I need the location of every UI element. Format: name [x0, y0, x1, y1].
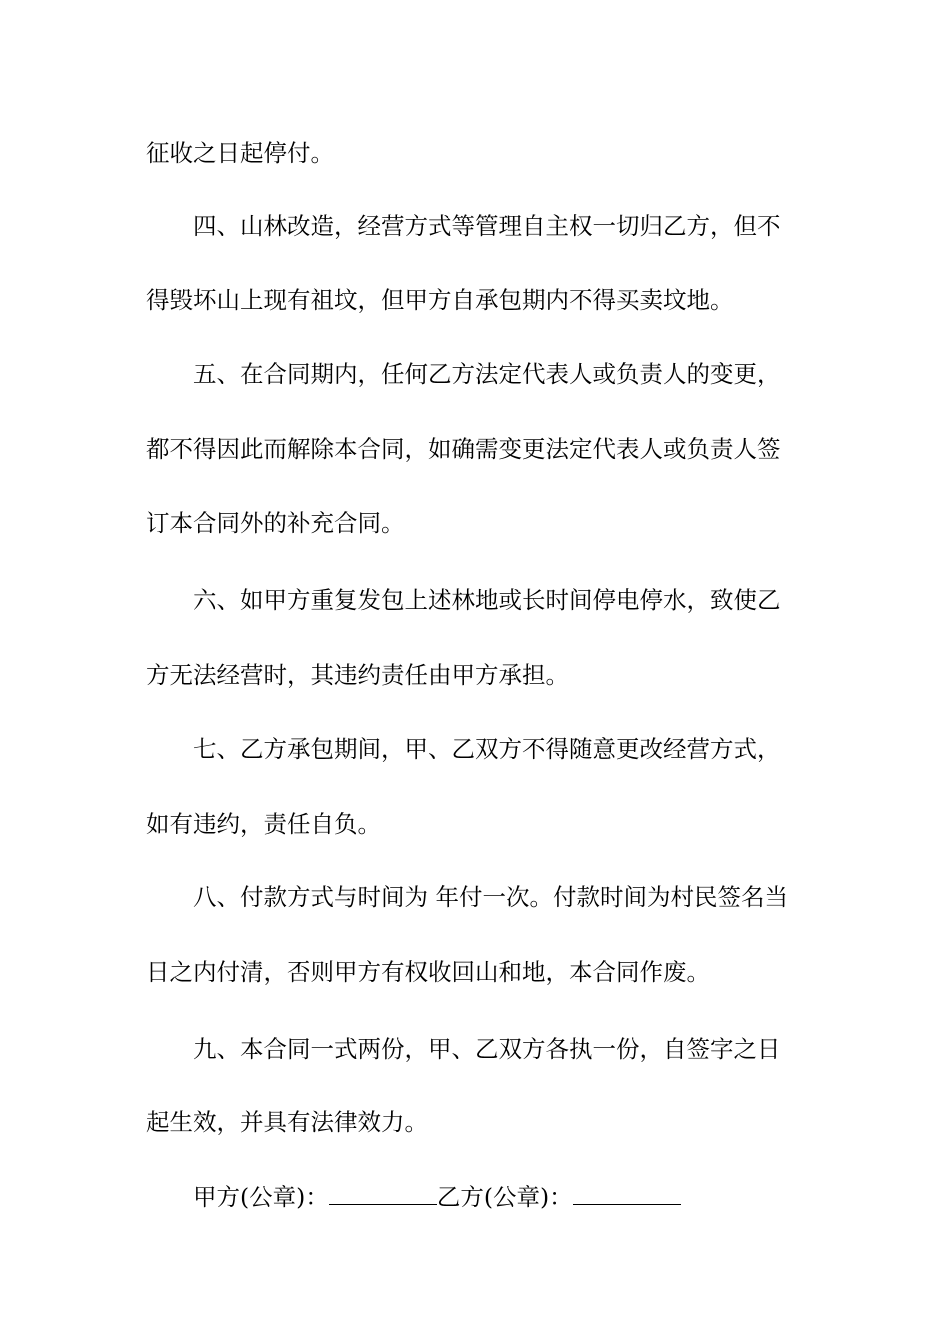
clause-9-line-1: 九、本合同一式两份，甲、乙双方各执一份，自签字之日	[193, 1035, 781, 1063]
clause-7-line-2: 如有违约，责任自负。	[146, 810, 381, 838]
party-a-signature-blank[interactable]	[329, 1182, 437, 1205]
clause-6-line-2: 方无法经营时，其违约责任由甲方承担。	[146, 661, 569, 689]
clause-5-line-2: 都不得因此而解除本合同，如确需变更法定代表人或负责人签	[146, 435, 781, 463]
party-b-signature-blank[interactable]	[573, 1182, 681, 1205]
clause-6-line-1: 六、如甲方重复发包上述林地或长时间停电停水，致使乙	[193, 586, 781, 614]
clause-7-line-1: 七、乙方承包期间，甲、乙双方不得随意更改经营方式，	[193, 735, 781, 763]
signature-line	[193, 1177, 681, 1217]
party-b-label: 乙方(公章)：	[436, 1183, 573, 1211]
clause-5-line-1: 五、在合同期内，任何乙方法定代表人或负责人的变更，	[193, 360, 781, 388]
clause-5-line-3: 订本合同外的补充合同。	[146, 509, 405, 537]
party-a-label: 甲方(公章)：	[193, 1183, 329, 1211]
clause-4-line-2: 得毁坏山上现有祖坟，但甲方自承包期内不得买卖坟地。	[146, 286, 734, 314]
clause-8-line-2: 日之内付清，否则甲方有权收回山和地，本合同作废。	[146, 958, 710, 986]
clause-9-line-2: 起生效，并具有法律效力。	[146, 1108, 428, 1136]
text-line: 征收之日起停付。	[146, 139, 334, 167]
clause-4-line-1: 四、山林改造，经营方式等管理自主权一切归乙方，但不	[193, 212, 781, 240]
clause-8-line-1: 八、付款方式与时间为 年付一次。付款时间为村民签名当	[193, 883, 788, 911]
